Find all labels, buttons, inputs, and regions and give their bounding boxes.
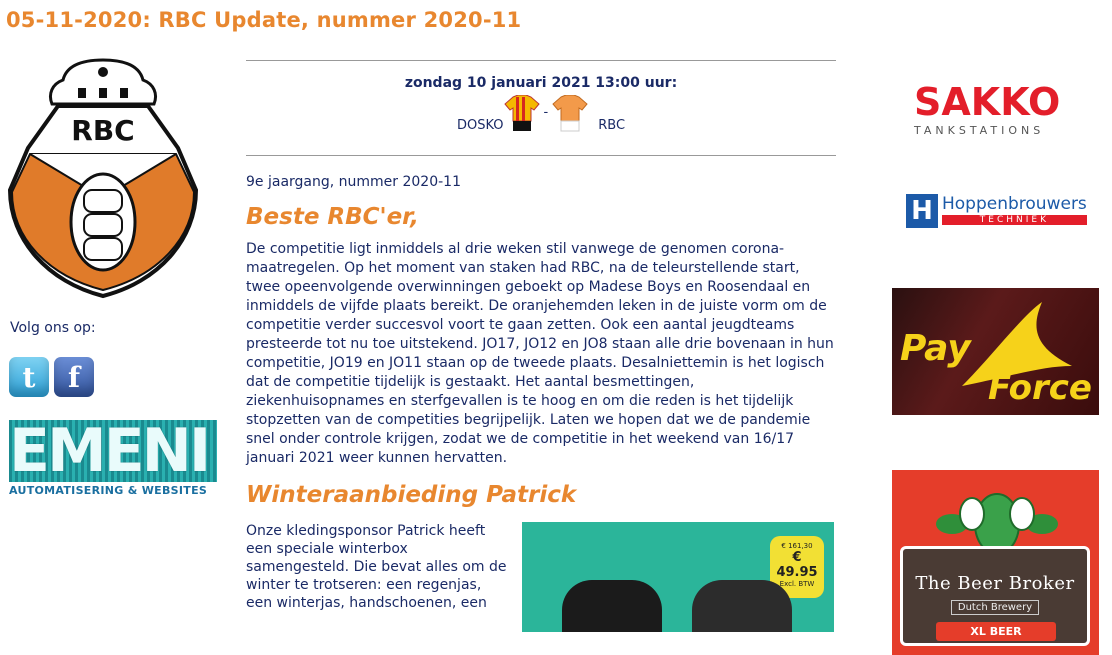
- away-team: RBC: [598, 118, 626, 133]
- jacket-image: [562, 580, 662, 632]
- sakko-sub: TANKSTATIONS: [914, 124, 1045, 137]
- payforce-pay: Pay: [900, 328, 971, 369]
- facebook-glyph: f: [67, 360, 81, 394]
- sponsor-hoppenbrouwers[interactable]: [906, 194, 1098, 230]
- main-content: [246, 60, 836, 632]
- logo-text: RBC: [71, 114, 135, 147]
- price-small: € 161,30: [781, 542, 813, 550]
- facebook-icon[interactable]: [54, 357, 94, 397]
- price-big: € 49.95: [776, 550, 818, 580]
- match-date: zondag 10 januari 2021 13:00 uur:: [404, 75, 678, 91]
- jacket-image: [692, 580, 792, 632]
- sponsor-beer-broker[interactable]: [892, 470, 1099, 655]
- emeni-banner[interactable]: [9, 420, 219, 500]
- twitter-icon[interactable]: [9, 357, 49, 397]
- home-team: DOSKO: [456, 118, 504, 133]
- page-title: 05-11-2020: RBC Update, nummer 2020-11: [6, 8, 522, 32]
- section2-body: Onze kledingsponsor Patrick heeft een speciale winterbox samengesteld. Die bevat alles om de winter te trotseren: een regenjas, een winterjas, handschoenen, een: [246, 523, 507, 611]
- section1-heading: Beste RBC'er,: [246, 204, 419, 230]
- home-shirt-icon: [504, 95, 540, 133]
- away-shirt-icon: [552, 95, 588, 133]
- section1-body: De competitie ligt inmiddels al drie weken stil vanwege de genomen corona-maatregelen. Op het moment van staken had RBC, na de teleurstellende start, twee opeenvolgende overwinningen geboekt op Madese Boys en Roosendaal en inmiddels de vijfde plaats bereikt. De oranjehemden leken in de juiste vorm om de competitie verder succesvol voort te gaan zetten. Ook een aantal jeugdteams presteerde tot nu toe uitstekend. JO17, JO12 en JO8 staan alle drie bovenaan in hun competitie, JO19 en JO11 staan op de tweede plaats. Desalniettemin is het logisch dat de competitie tijdelijk is gestaakt. Het aantal besmettingen, ziekenhuisopnames en sterfgevallen is te hoog en om die reden is het tijdelijk stopzetten van de competities begrijpelijk. Laten we hopen dat we de pandemie snel onder controle krijgen, zodat we de competitie in het weekend van 16/17 januari 2021 weer kunnen hervatten.: [246, 241, 834, 466]
- hoppen-name: Hoppenbrouwers: [942, 194, 1087, 214]
- hoppen-mark: H: [906, 194, 938, 228]
- beer-name: The Beer Broker: [915, 573, 1075, 594]
- match-teams: [246, 95, 836, 133]
- issue-label: 9e jaargang, nummer 2020-11: [246, 174, 461, 190]
- section2-heading: Winteraanbieding Patrick: [246, 482, 577, 508]
- match-info: [246, 61, 836, 141]
- sponsor-sakko[interactable]: [914, 82, 1070, 137]
- emeni-name: EMENI: [9, 420, 217, 482]
- social-links: [9, 357, 94, 397]
- rbc-logo[interactable]: [8, 50, 198, 300]
- payforce-force: Force: [988, 368, 1092, 408]
- sakko-name: SAKKO: [914, 80, 1061, 124]
- divider-bottom: [246, 155, 836, 156]
- promo-image[interactable]: [522, 522, 834, 632]
- match-separator: -: [543, 104, 549, 120]
- hoppen-sub: TECHNIEK: [942, 215, 1087, 225]
- follow-label: Volg ons op:: [10, 320, 96, 336]
- promo-block: [246, 522, 836, 632]
- beer-xl: XL BEER: [936, 622, 1056, 641]
- emeni-sub: AUTOMATISERING & WEBSITES: [9, 484, 208, 497]
- beer-sub: Dutch Brewery: [951, 600, 1039, 615]
- twitter-glyph: t: [22, 360, 36, 394]
- sponsor-payforce[interactable]: [892, 288, 1099, 415]
- price-note: Excl. BTW: [779, 580, 815, 588]
